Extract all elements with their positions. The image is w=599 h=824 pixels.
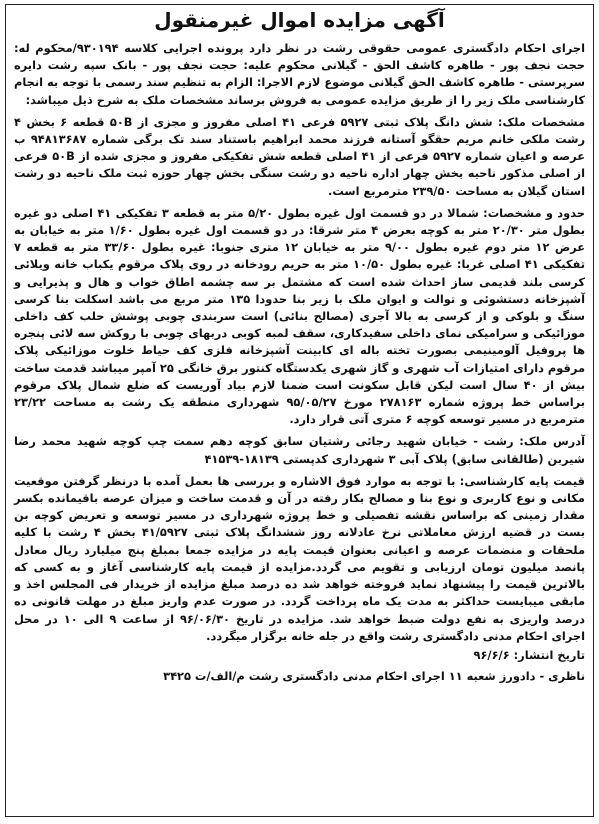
- notice-body: [14, 40, 585, 816]
- property-specs-paragraph: مشخصات ملک: شش دانگ پلاک ثبتی ۵۹۲۷ فرعی ۴۱ اصلی مفروز و مجزی از ۵۰B قطعه ۶ بخش ۴ رشت ملکی خانم مریم حقگو آستانه فرزند محمد ابراهیم باستناد سند تک برگی شماره ۹۴۸۱۳۶۸۷ ب عرصه و اعیان شماره ۵۹۲۷ فرعی از ۴۱ اصلی قطعه شش تفکیکی مفروز و مجزی شده از ۵۰B فرعی از اصلی مذکور ناحیه بخش چهار اداره ناحیه دو رشت سنگی بخش چهار حوزه ثبت ملک ناحیه دو رشت استان گیلان به مساحت ۲۳۹/۵۰ مترمربع است.: [14, 114, 586, 198]
- notice-title: آگهی مزایده اموال غیرمنقول: [154, 8, 445, 32]
- boundaries-paragraph: حدود و مشخصات: شمالا در دو قسمت اول غیره بطول ۵/۲۰ متر به قطعه ۳ تفکیکی ۴۱ اصلی دو غیره بطول متر ۲۰/۳۰ متر به کوچه بعرض ۴ متر شرقا: در دو قسمت اول غیره بطول ۱/۶۰ متر به خیابان به عرض ۱۲ متر دوم غیره بطول ۹/۰۰ متر به خیابان ۱۲ متری جنوبا: غیره بطول ۳۳/۶۰ متر به قطعه ۷ تفکیکی ۴۱ اصلی غربا: غیره بطول ۱۰/۵۰ متر به حریم رودخانه در روی پلاک مرقوم یکباب خانه ویلائی کرسی بلند قدیمی ساز احداث شده است که مشتمل بر سه چشمه اطاق خواب و هال و پذیرایی و آشپزخانه دستشوئی و توالت و ایوان ملک با زیر بنا حدودا ۱۳۵ متر مربع می باشد اسکلت بنا کرسی سنگ و بلوکی و از کرسی به بالا آجری (مصالح بنائی) است سربندی چوبی پوشش حلب کف داخلی موزائیکی و سرامیکی نمای داخلی سفیدکاری، سقف لمبه کوبی دربهای چوبی با روکش سه لائی پنجره ها پروفیل آلومینیمی بصورت تخته باله ای کابینت آشپزخانه فلزی کف حیاط خلوت موزائیکی پلاک مرقوم دارای امتیازات آب شهری و گاز شهری یکدستگاه کنتور برق خانگی ۲۵ آمپر میباشد قدمت ساخت بیش از ۴۰ سال است لیکن قابل سکونت است ضمنا لازم بیاد آوریست که ضلع شمال پلاک مرقوم براساس خط پروژه شماره ۲۷۸۱۶۳ مورخ ۹۵/۰۵/۲۷ شهرداری منطقه یک رشت به مساحت ۲۳/۲۲ مترمربع در مسیر توسعه کوچه ۶ متری آتی قرار دارد.: [14, 205, 586, 427]
- intro-paragraph: اجرای احکام دادگستری عمومی حقوقی رشت در نظر دارد پرونده اجرایی کلاسه ۹۳۰۱۹۴/محکوم له: حجت نجف پور - طاهره کاشف الحق - گیلانی محکوم علیه: حجت نجف پور - بانک سپه رشت دایره سرپرستی - طاهره کاشف الحق گیلانی موضوع لازم الاجرا: الزام به تنظیم سند رسمی با توجه به انجام کارشناسی ملک زیر را از طریق مزایده عمومی به فروش برساند مشخصات ملک به شرح ذیل میباشد:: [14, 41, 585, 107]
- publish-date: تاریخ انتشار: ۹۶/۶/۶: [473, 647, 585, 662]
- valuation-paragraph: قیمت پایه کارشناسی: با توجه به موارد فوق الاشاره و بررسی ها بعمل آمده با درنظر گرفتن موقعیت مکانی و نوع کاربری و نوع بنا و مصالح بکار رفته در آن و قدمت ساخت و میزان عرصه باقیمانده بکسر مقدار زمینی که براساس نقشه تفصیلی و خط پروژه شهرداری در مسیر توسعه و تعریض کوچه بن بست در قضیه ارزش معاملاتی نرخ عادلانه روز ششدانگ پلاک ثبتی ۴۱/۵۹۲۷ بخش ۴ رشت با کلیه ملحقات و منضمات عرصه و اعیانی بعنوان قیمت پایه در مزایده جمعا بمبلغ پنج میلیارد ریال معادل پانصد میلیون تومان ارزیابی و تقویم می گردد.مزایده از قیمت پایه کارشناسی آغاز و به کسی که بالاترین قیمت را پیشنهاد نماید فروخته خواهد شد ده درصد مبلغ مزایده از خریدار فی المجلس اخذ و مابقی میبایست حداکثر به مدت یک ماه پرداخت گردد. در صورت عدم واریز مبلغ در مهلت قانونی ده درصد واریزی به نفع دولت ضبط خواهد شد. مزایده در تاریخ ۹۶/۰۶/۳۰ از ساعت ۹ الی ۱۰ در محل اجرای احکام مدنی دادگستری رشت واقع در جله خانه برگزار میگردد.: [14, 473, 585, 643]
- address-paragraph: آدرس ملک: رشت - خیابان شهید رجائی رشتیان سابق کوچه دهم سمت چپ کوچه شهید محمد رضا شیربن (طالقانی سابق) پلاک آبی ۳ شهرداری کدپستی ۱۸۱۳۹-۴۱۵۳۹: [14, 434, 585, 466]
- signature-line: ناظری - دادورز شعبه ۱۱ اجرای احکام مدنی دادگستری رشت م/الف/ت ۳۴۲۵: [163, 669, 585, 684]
